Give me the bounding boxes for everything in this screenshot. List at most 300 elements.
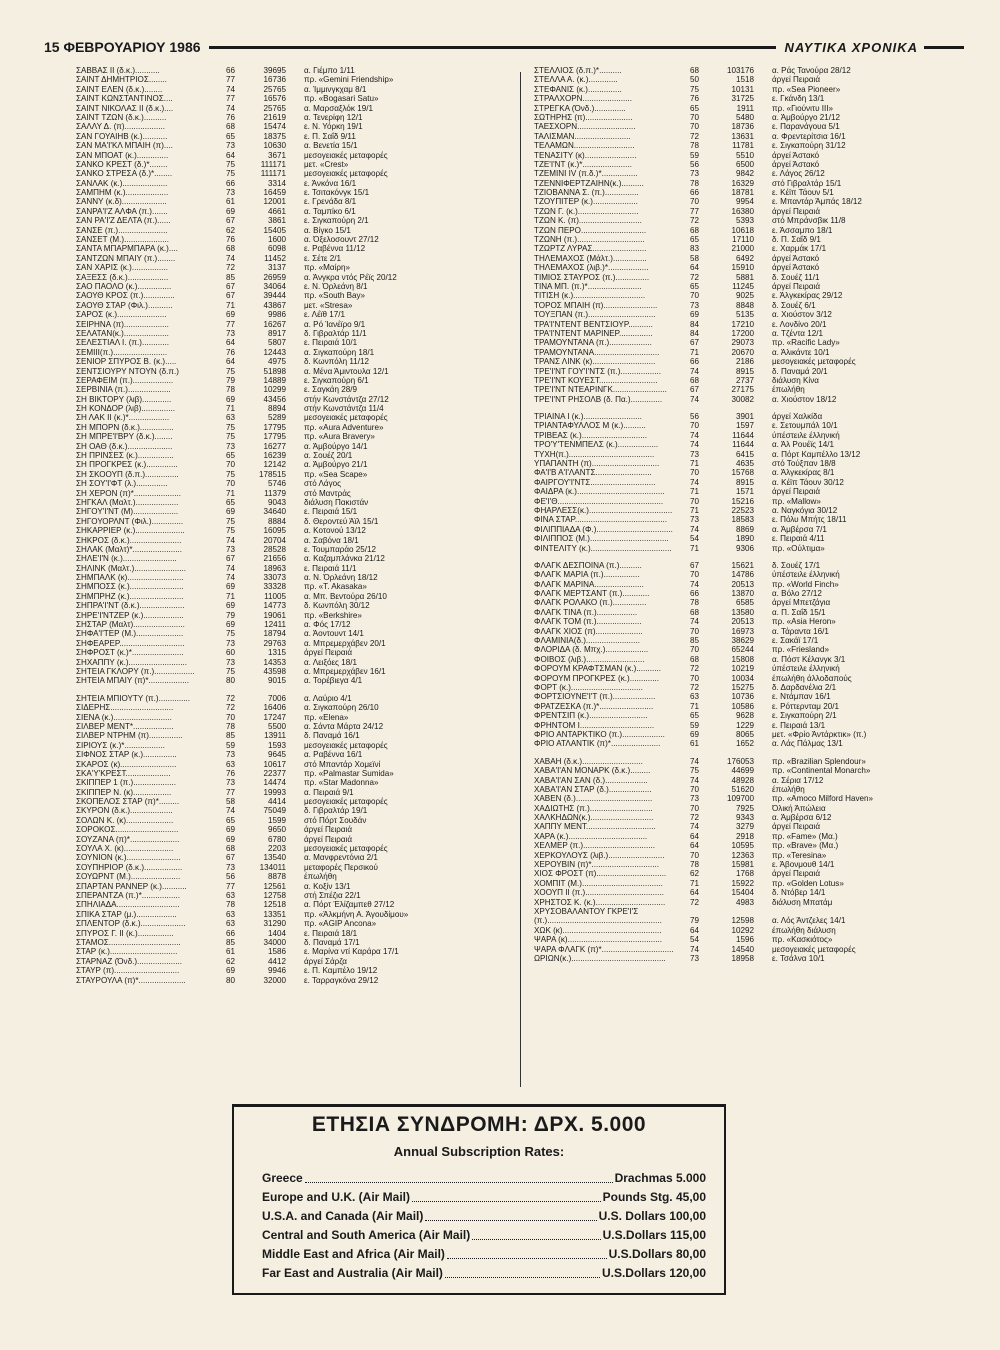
ship-row bbox=[76, 104, 496, 113]
gross-tonnage: 17247 bbox=[263, 712, 286, 722]
ship-row bbox=[76, 207, 496, 216]
gross-tonnage: 1593 bbox=[267, 740, 286, 750]
build-year: 68 bbox=[690, 654, 700, 664]
ship-status: δ. Δαρδανέλια 2/1 bbox=[772, 683, 837, 692]
ship-name: ΣΟΥΩΡΝΤ (Μ.)...................... bbox=[76, 872, 181, 882]
ship-status bbox=[772, 907, 964, 916]
ship-row bbox=[534, 627, 964, 636]
ship-status: ε. Γρενάδα 8/1 bbox=[304, 197, 357, 207]
ship-row bbox=[534, 954, 964, 963]
ship-status: α. Τάραντα 16/1 bbox=[772, 626, 829, 636]
ship-name: ΣΗΦΡΟΣΤ (κ.)*....................... bbox=[76, 648, 184, 658]
ship-name: ΣΗΓΚΑΛ (Μαλτ.)................... bbox=[76, 497, 179, 507]
ship-status: πρ. «Amoco Milford Haven» bbox=[772, 794, 874, 804]
ship-status: α. Γιέμπο 1/11 bbox=[304, 66, 355, 75]
ship-row bbox=[534, 841, 964, 850]
gross-tonnage: 14353 bbox=[263, 657, 286, 667]
build-year: 76 bbox=[226, 768, 236, 778]
gross-tonnage: 16576 bbox=[263, 94, 286, 104]
gross-tonnage: 9650 bbox=[267, 825, 286, 835]
ship-status: πρ. «Asia Heron» bbox=[772, 617, 836, 627]
ship-name: ΣΑΝΡΑ'Ι'Ζ ΑΛΦΑ (π.)....... bbox=[76, 206, 168, 216]
gross-tonnage: 10219 bbox=[731, 664, 754, 674]
gross-tonnage: 2737 bbox=[735, 375, 754, 385]
ship-status: στό Πόρτ Σουδάν bbox=[304, 815, 367, 825]
ship-name: ΦΙΝΤΕΛΙΤΥ (κ.).................................... bbox=[534, 543, 672, 553]
gross-tonnage: 11644 bbox=[732, 430, 754, 440]
ship-status: ε. Κέϊπ Τάουν 5/1 bbox=[772, 188, 834, 198]
ship-status: ε. Λονδίνο 20/1 bbox=[772, 319, 827, 329]
build-year: 64 bbox=[690, 888, 700, 898]
ship-name: ΥΠΑΠΑΝΤΗ (π).............................. bbox=[534, 459, 660, 469]
ship-name: ΧΕΡΚΟΥΛΟΥΣ (λιβ.)......................... bbox=[534, 850, 665, 860]
gross-tonnage: 15910 bbox=[731, 263, 754, 273]
ship-status: πρ. «Mallow» bbox=[772, 496, 821, 506]
build-year: 62 bbox=[226, 956, 236, 966]
build-year: 73 bbox=[226, 862, 236, 872]
ship-row bbox=[534, 945, 964, 954]
gross-tonnage: 33328 bbox=[263, 582, 286, 592]
build-year: 85 bbox=[690, 636, 700, 646]
ship-name: ΣΤΕΛΛΑ Α. (κ.)............. bbox=[534, 75, 618, 85]
ship-name: ΣΕΜΙΙΙ(π.)........................ bbox=[76, 347, 168, 357]
ship-row bbox=[534, 721, 964, 730]
ship-row bbox=[76, 891, 496, 900]
ship-row bbox=[76, 376, 496, 385]
ship-row bbox=[76, 750, 496, 759]
gross-tonnage: 134011 bbox=[259, 862, 286, 872]
build-year: 72 bbox=[690, 683, 700, 692]
ship-name: ΤΡΕ'Ι'ΝΤ ΚΟΥΕΣΤ.......................... bbox=[534, 375, 658, 385]
ship-status: πρ. «Friesland» bbox=[772, 645, 829, 655]
ship-status: δ. Θεροντεύ Άϊλ 15/1 bbox=[304, 516, 379, 526]
gross-tonnage: 13870 bbox=[731, 589, 754, 599]
build-year: 73 bbox=[690, 794, 700, 804]
gross-tonnage: 5510 bbox=[735, 150, 754, 160]
gross-tonnage: 15768 bbox=[731, 468, 754, 478]
ship-name: ΧΟΜΠΙΤ (Μ.).................................... bbox=[534, 878, 663, 888]
ship-name: ΣΗΛΑΚ (Μαλτ)*...................... bbox=[76, 544, 182, 554]
ship-row bbox=[534, 645, 964, 654]
gross-tonnage: 10299 bbox=[263, 385, 286, 395]
ship-name: ΤΥΧΗ(π.)...................................... bbox=[534, 449, 655, 459]
gross-tonnage: 9306 bbox=[735, 543, 754, 553]
gross-tonnage: 13580 bbox=[731, 607, 754, 617]
gross-tonnage: 9842 bbox=[735, 169, 754, 179]
build-year: 78 bbox=[226, 721, 236, 731]
ship-row bbox=[76, 910, 496, 919]
ship-name: ΣΗΚΡΟΣ (δ.κ.)....................... bbox=[76, 535, 182, 545]
ship-row bbox=[534, 244, 964, 253]
build-year: 75 bbox=[226, 516, 236, 526]
ship-row bbox=[534, 431, 964, 440]
ship-row bbox=[534, 822, 964, 831]
ship-row bbox=[76, 900, 496, 909]
build-year: 74 bbox=[690, 756, 700, 766]
build-year: 75 bbox=[226, 159, 236, 169]
ship-name: ΣΑΟΥΘ ΣΤΑΡ (Φιλ.)........... bbox=[76, 300, 173, 310]
page-header bbox=[44, 36, 964, 58]
ship-status: στό Μαντράς bbox=[304, 488, 351, 498]
ship-name: ΣΑΞΕΣΣ (δ.κ.).................. bbox=[76, 272, 169, 282]
build-year: 71 bbox=[690, 543, 700, 553]
gross-tonnage: 8915 bbox=[735, 366, 754, 376]
gross-tonnage: 6585 bbox=[735, 598, 754, 608]
build-year: 66 bbox=[690, 188, 700, 198]
ship-row bbox=[76, 929, 496, 938]
ship-name: ΣΤΑΥΡΟΥΛΑ (π)*..................... bbox=[76, 975, 186, 985]
build-year: 70 bbox=[690, 197, 700, 207]
gross-tonnage: 8869 bbox=[735, 524, 754, 534]
build-year: 77 bbox=[226, 787, 236, 797]
ship-status: α. Λειξόες 18/1 bbox=[304, 657, 357, 667]
ship-row bbox=[76, 703, 496, 712]
gross-tonnage: 15275 bbox=[731, 683, 754, 692]
ship-row bbox=[76, 526, 496, 535]
ship-row bbox=[76, 498, 496, 507]
gross-tonnage: 16380 bbox=[731, 206, 754, 216]
build-year: 71 bbox=[690, 347, 700, 357]
dot-leader bbox=[445, 1264, 600, 1278]
build-year: 75 bbox=[226, 469, 236, 479]
ship-row bbox=[76, 788, 496, 797]
ship-status: δ. Γιβραλτάρ 11/1 bbox=[304, 328, 367, 338]
ship-row bbox=[534, 66, 964, 75]
ship-status: μετ. «Crest» bbox=[304, 159, 349, 169]
build-year: 61 bbox=[690, 739, 700, 749]
ship-row bbox=[534, 151, 964, 160]
ship-row bbox=[534, 179, 964, 188]
build-year: 70 bbox=[690, 570, 700, 580]
build-year: 69 bbox=[226, 601, 236, 611]
gross-tonnage: 7925 bbox=[735, 803, 754, 813]
ship-status: άργεί Σάρζα bbox=[304, 956, 347, 966]
gross-tonnage: 176053 bbox=[726, 756, 754, 766]
ship-name: ΣΗ ΣΟΥ'Ι'ΦΤ (λ.).............. bbox=[76, 479, 168, 489]
ship-status: ε. Ντάμπαν 16/1 bbox=[772, 692, 831, 702]
ship-name: ΣΕΡΒΙΝΙΑ (π.)................... bbox=[76, 385, 171, 395]
ship-row bbox=[76, 254, 496, 263]
ship-row bbox=[534, 85, 964, 94]
ship-name: ΦΡΙΟ ΑΝΤΑΡΚΤΙΚΟ (π.)................... bbox=[534, 729, 665, 739]
ship-name: ΣΗΓΟΥ'Ι'ΝΤ (Μ).................... bbox=[76, 507, 179, 517]
ship-row bbox=[534, 525, 964, 534]
ship-row bbox=[534, 636, 964, 645]
ship-name: ΣΑΝ ΜΑ'Ι'ΚΛ ΜΠΑΙΗ (π).... bbox=[76, 141, 173, 151]
gross-tonnage: 14773 bbox=[263, 601, 286, 611]
ship-status: πρ. «Fame» (Μα.) bbox=[772, 831, 838, 841]
ship-status: πρ. «Elena» bbox=[304, 712, 349, 722]
gross-tonnage: 18781 bbox=[731, 188, 754, 198]
ship-name: ΤΡΑ'Ι'ΝΤΕΝΤ ΒΕΝΤΣΙΟΥΡ........... bbox=[534, 319, 653, 329]
ship-status: δ. Ντόβερ 14/1 bbox=[772, 888, 826, 898]
ship-row bbox=[534, 757, 964, 766]
build-year: 65 bbox=[226, 497, 236, 507]
ship-status: α. Καζαμπλάνκα 21/12 bbox=[304, 554, 385, 564]
ship-status: ε. Παρανάγουα 5/1 bbox=[772, 122, 840, 132]
ship-row bbox=[534, 450, 964, 459]
ship-row bbox=[76, 919, 496, 928]
build-year: 73 bbox=[226, 657, 236, 667]
gross-tonnage: 1911 bbox=[736, 103, 754, 113]
ship-status: άργεί Χαλκίδα bbox=[772, 412, 823, 422]
ship-status: άργεί Άστακό bbox=[772, 263, 820, 273]
ship-name: ΣΑΙΝΤ ΕΛΕΝ (δ.κ.)........ bbox=[76, 84, 163, 94]
ship-row bbox=[76, 160, 496, 169]
build-year: 69 bbox=[690, 729, 700, 739]
dot-leader bbox=[412, 1188, 601, 1202]
ship-row bbox=[76, 141, 496, 150]
ship-row bbox=[534, 534, 964, 543]
ship-row bbox=[534, 94, 964, 103]
ship-row bbox=[76, 573, 496, 582]
publication-title: ΝΑΥΤΙΚΑ ΧΡΟΝΙΚΑ bbox=[784, 39, 918, 55]
gross-tonnage: 8884 bbox=[267, 516, 286, 526]
build-year: 74 bbox=[226, 806, 236, 816]
ship-status: ε. Σακάϊ 17/1 bbox=[772, 636, 819, 646]
gross-tonnage: 20513 bbox=[731, 617, 754, 627]
gross-tonnage: 3137 bbox=[267, 263, 286, 273]
build-year: 67 bbox=[226, 554, 236, 564]
dot-leader bbox=[447, 1245, 607, 1259]
build-year: 76 bbox=[226, 347, 236, 357]
ship-row bbox=[76, 301, 496, 310]
ship-row bbox=[76, 713, 496, 722]
gross-tonnage: 43456 bbox=[263, 394, 286, 404]
gross-tonnage: 1768 bbox=[735, 869, 754, 879]
ship-status: α. Όξελοσουντ 27/12 bbox=[304, 235, 379, 245]
ship-row bbox=[76, 460, 496, 469]
gross-tonnage: 3279 bbox=[735, 822, 754, 832]
ship-name: ΣΑΝΛΑΚ (κ.).................... bbox=[76, 178, 168, 188]
build-year: 70 bbox=[690, 784, 700, 794]
ship-row bbox=[534, 664, 964, 673]
ship-status: άργεί Άστακό bbox=[772, 159, 820, 169]
ship-status: α. Άλ Ρουέϊς 14/1 bbox=[772, 440, 835, 450]
build-year: 72 bbox=[690, 131, 700, 141]
gross-tonnage: 7006 bbox=[267, 693, 286, 703]
ship-name: ΣΗ ΒΙΚΤΟΡΥ (λιβ)............. bbox=[76, 394, 172, 404]
ship-row bbox=[534, 122, 964, 131]
gross-tonnage: 8848 bbox=[735, 300, 754, 310]
gross-tonnage: 5480 bbox=[735, 112, 754, 122]
build-year: 79 bbox=[690, 916, 700, 926]
ship-row bbox=[76, 310, 496, 319]
ship-name: ΦΛΑΓΚ ΔΕΣΠΟΙΝΑ (π.).......... bbox=[534, 560, 642, 570]
ship-name: ΦΑΙΔΡΑ (κ.)....................................... bbox=[534, 487, 665, 497]
ship-status: Όλική Άπώλεια bbox=[772, 803, 826, 813]
build-year: 74 bbox=[690, 477, 700, 487]
rate-price: U.S.Dollars 120,00 bbox=[601, 1266, 706, 1280]
gross-tonnage: 22377 bbox=[263, 768, 286, 778]
build-year: 67 bbox=[690, 385, 700, 395]
ship-name: ΦΑΙΡΓΟΥ'Ι'ΝΤΣ............................. bbox=[534, 477, 656, 487]
ship-row bbox=[534, 395, 964, 404]
build-year: 73 bbox=[226, 188, 236, 198]
gross-tonnage: 1571 bbox=[735, 487, 754, 497]
build-year: 74 bbox=[690, 822, 700, 832]
ship-row bbox=[534, 487, 964, 496]
gross-tonnage: 51898 bbox=[263, 366, 286, 376]
ship-name: ΣΗ ΜΠΟΡΝ (δ.κ.)............... bbox=[76, 422, 174, 432]
ship-status: πρ. «Berkshire» bbox=[304, 610, 362, 620]
gross-tonnage: 10630 bbox=[263, 141, 286, 151]
ship-status: α. Ραβέννα 16/1 bbox=[304, 750, 363, 760]
ship-row bbox=[76, 601, 496, 610]
gross-tonnage: 14540 bbox=[731, 944, 754, 954]
gross-tonnage: 28528 bbox=[263, 544, 286, 554]
ship-row bbox=[534, 263, 964, 272]
subscription-rate-row bbox=[262, 1207, 706, 1226]
build-year: 77 bbox=[226, 881, 236, 891]
ship-row bbox=[534, 711, 964, 720]
ship-row bbox=[76, 611, 496, 620]
gross-tonnage: 1518 bbox=[735, 75, 754, 85]
ship-name: ΤΡΕ'Ι'ΝΤ ΝΤΕΑΡΙΝΓΚ........................ bbox=[534, 385, 667, 395]
ship-status: πρ. «T. Akasaka» bbox=[304, 582, 367, 592]
gross-tonnage: 31725 bbox=[731, 94, 754, 104]
ship-row bbox=[534, 459, 964, 468]
ship-status: έπωλήθη διάλυση bbox=[772, 925, 836, 935]
ship-status: ε. Σαγκάη 28/9 bbox=[304, 385, 357, 395]
ship-status: πρ. «Sea Pioneer» bbox=[772, 84, 841, 94]
ship-row bbox=[76, 966, 496, 975]
build-year: 70 bbox=[690, 673, 700, 683]
ship-status: στό Μπράνσβικ 11/8 bbox=[772, 216, 846, 226]
gross-tonnage: 15474 bbox=[263, 122, 286, 132]
build-year: 65 bbox=[226, 451, 236, 461]
ship-name: ΣΤΑΜΟΣ................................ bbox=[76, 937, 181, 947]
ship-group bbox=[534, 757, 964, 964]
ship-row bbox=[534, 598, 964, 607]
ship-status: έπωλήθη bbox=[772, 784, 805, 794]
ship-name: ΤΕΛΑΜΩΝ........................... bbox=[534, 141, 635, 151]
gross-tonnage: 16973 bbox=[731, 626, 754, 636]
ship-name: ΣΑΡΟΣ (κ.)...................... bbox=[76, 310, 167, 320]
ship-status: στό Λάγος bbox=[304, 479, 342, 489]
gross-tonnage: 26959 bbox=[263, 272, 286, 282]
ship-name: ΦΟΡΟΥΜ ΠΡΟΓΚΡΕΣ (κ.)............. bbox=[534, 673, 659, 683]
gross-tonnage: 48928 bbox=[731, 775, 754, 785]
gross-tonnage: 27175 bbox=[731, 385, 754, 395]
ship-status: πρ. «AGIP Ancona» bbox=[304, 919, 377, 929]
build-year: 65 bbox=[690, 103, 700, 113]
ship-name: ΧΑΡΑ (κ.)................................... bbox=[534, 831, 648, 841]
gross-tonnage: 17795 bbox=[263, 422, 286, 432]
ship-status: α. Μένα Άμιντουλα 12/1 bbox=[304, 366, 389, 376]
ship-row bbox=[76, 132, 496, 141]
build-year: 75 bbox=[226, 526, 236, 536]
ship-status: πρ. «Continental Monarch» bbox=[772, 766, 871, 776]
ship-status: στή Σπέζια 22/1 bbox=[304, 890, 361, 900]
build-year: 71 bbox=[690, 487, 700, 497]
ship-row bbox=[76, 760, 496, 769]
ship-row bbox=[76, 517, 496, 526]
ship-row bbox=[534, 385, 964, 394]
ship-row bbox=[76, 282, 496, 291]
ship-status: α. Άμβούργο 21/1 bbox=[304, 460, 368, 470]
ship-row bbox=[534, 570, 964, 579]
ship-name: ΣΑΜΠΗΜ (κ.)................... bbox=[76, 188, 169, 198]
ship-name: ΧΑΒΑΗ (δ.κ.)........................... bbox=[534, 756, 643, 766]
gross-tonnage: 12443 bbox=[263, 347, 286, 357]
build-year: 68 bbox=[226, 122, 236, 132]
gross-tonnage: 10618 bbox=[731, 225, 754, 235]
gross-tonnage: 18794 bbox=[263, 629, 286, 639]
gross-tonnage: 39695 bbox=[263, 66, 286, 75]
build-year: 63 bbox=[226, 890, 236, 900]
build-year: 67 bbox=[226, 281, 236, 291]
build-year: 63 bbox=[226, 909, 236, 919]
ship-status: πρ. «Μαίρη» bbox=[304, 263, 351, 273]
ship-status: α. Βενετία 15/1 bbox=[304, 141, 358, 151]
ship-name: ΤΡΙΒΕΑΣ (κ.)............................. bbox=[534, 430, 647, 440]
ship-name: ΦΛΑΓΚ ΤΙΝΑ (π.).................. bbox=[534, 607, 638, 617]
build-year: 85 bbox=[226, 731, 236, 741]
ship-status: α. Τορέβιεγα 4/1 bbox=[304, 676, 363, 686]
ship-status: μεσογειακές μεταφορές bbox=[304, 169, 388, 179]
ship-status: μεσογειακές μεταφορές bbox=[304, 150, 388, 160]
gross-tonnage: 4975 bbox=[267, 357, 286, 367]
ship-status: ε. Πειραιά 10/1 bbox=[304, 338, 358, 348]
build-year: 61 bbox=[226, 947, 236, 957]
ship-name: ΣΑΝΤΖΩΝ ΜΠΑΙΥ (π.)........ bbox=[76, 253, 176, 263]
ship-name: ΧΑΒΑ'Ι'ΑΝ ΣΑΝ (δ.)................... bbox=[534, 775, 648, 785]
build-year: 70 bbox=[226, 460, 236, 470]
ship-row bbox=[76, 338, 496, 347]
ship-row bbox=[76, 957, 496, 966]
ship-row bbox=[534, 655, 964, 664]
ship-row bbox=[534, 216, 964, 225]
ship-status: α. Μπρεμερχάβεν 16/1 bbox=[304, 667, 386, 676]
build-year: 56 bbox=[690, 159, 700, 169]
ship-status: α. Λαύριο 4/1 bbox=[304, 693, 352, 703]
build-year: 54 bbox=[690, 534, 700, 544]
ship-status: πρ. «Gemini Friendship» bbox=[304, 75, 394, 85]
gross-tonnage: 178515 bbox=[258, 469, 286, 479]
ship-name: ΣΑΝΤΑ ΜΠΑΡΜΠΑΡΑ (κ.).... bbox=[76, 244, 178, 254]
build-year: 62 bbox=[690, 869, 700, 879]
ship-row bbox=[534, 104, 964, 113]
ship-name: ΣΗΧΑΠΠΥ (κ.).......................... bbox=[76, 657, 187, 667]
gross-tonnage: 16736 bbox=[263, 75, 286, 85]
ship-row bbox=[76, 113, 496, 122]
gross-tonnage: 1315 bbox=[267, 648, 286, 658]
ship-name: ΣΟΥΖΑΝΑ (π)*...................... bbox=[76, 834, 180, 844]
build-year: 71 bbox=[226, 591, 236, 601]
build-year: 69 bbox=[226, 834, 236, 844]
ship-name: ΤΖΙΟΒΑΝΝΑ Σ. (π.)............... bbox=[534, 188, 639, 198]
ship-row bbox=[76, 489, 496, 498]
gross-tonnage: 16239 bbox=[263, 451, 286, 461]
build-year: 78 bbox=[226, 385, 236, 395]
build-year: 74 bbox=[226, 535, 236, 545]
ship-name: ΩΡΙΩΝ(κ.).......................................... bbox=[534, 953, 666, 963]
ship-status: α. Σουέζ 20/1 bbox=[304, 451, 353, 461]
ship-status: α. Ταμπίκο 6/1 bbox=[304, 206, 356, 216]
ship-row bbox=[76, 329, 496, 338]
gross-tonnage: 20704 bbox=[263, 535, 286, 545]
ship-row bbox=[534, 421, 964, 430]
ship-name: ΣΠΕΡΑΝΤΖΑ (π.)*................. bbox=[76, 890, 180, 900]
ship-row bbox=[76, 320, 496, 329]
ship-name: (π.)................................................... bbox=[534, 916, 662, 926]
ship-status: δ. Γιβραλτάρ 19/1 bbox=[304, 806, 368, 816]
ship-name: ΦΛΑΓΚ ΤΟΜ (π.).................... bbox=[534, 617, 642, 627]
gross-tonnage: 16095 bbox=[263, 526, 286, 536]
ship-status: α. Σιγκαπούρη 18/1 bbox=[304, 347, 375, 357]
build-year: 77 bbox=[226, 94, 236, 104]
